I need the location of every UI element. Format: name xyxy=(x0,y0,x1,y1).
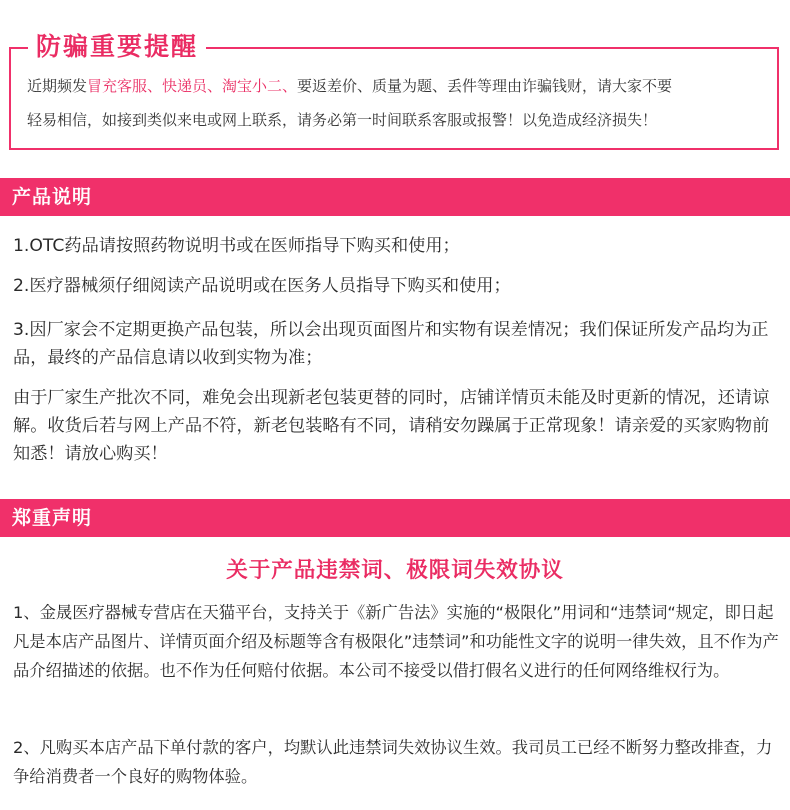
warning-line1-prefix: 近期频发 xyxy=(27,77,88,95)
statement-clause-2: 2、凡购买本店产品下单付款的客户，均默认此违禁词失效协议生效。我司员工已经不断努力整改排查，力争给消费者一个良好的购物体验。 xyxy=(13,738,773,786)
warning-line1-suffix: 要返差价、质量为题、丢件等理由诈骗钱财，请大家不要 xyxy=(297,77,673,95)
section-header-product: 产品说明 xyxy=(0,178,790,216)
product-note-2: 2.医疗器械须仔细阅读产品说明或在医务人员指导下购买和使用； xyxy=(13,276,511,296)
product-note-3: 3.因厂家会不定期更换产品包装，所以会出现页面图片和实物有误差情况；我们保证所发产品均为正品，最终的产品信息请以收到实物为准； xyxy=(13,320,769,368)
warning-line1-highlight: 冒充客服、快递员、淘宝小二、 xyxy=(87,77,298,95)
agreement-title: 关于产品违禁词、极限词失效协议 xyxy=(226,558,564,583)
statement-clause-1: 1、金晟医疗器械专营店在天猫平台，支持关于《新广告法》实施的“极限化”用词和“违禁词“规定，即日起凡是本店产品图片、详情页面介绍及标题等含有极限化”违禁词”和功能性文字的说明一律失效，且不作为产品介绍描述的依据。也不作为任何赔付依据。本公司不接受以借打假名义进行的任何网络维权行为。 xyxy=(13,603,779,680)
product-note-4: 由于厂家生产批次不同，难免会出现新老包装更替的同时，店铺详情页未能及时更新的情况，还请谅解。收货后若与网上产品不符，新老包装略有不同，请稍安勿躁属于正常现象！请亲爱的买家购物前知悉！请放心购买！ xyxy=(13,388,770,464)
warning-line-2: 轻易相信，如接到类似来电或网上联系，请务必第一时间联系客服或报警！以免造成经济损失！ xyxy=(27,111,658,129)
warning-line-1 xyxy=(27,76,672,96)
product-note-1: 1.OTC药品请按照药物说明书或在医师指导下购买和使用； xyxy=(13,236,460,256)
warning-title: 防骗重要提醒 xyxy=(28,30,206,64)
section-header-statement: 郑重声明 xyxy=(0,499,790,537)
